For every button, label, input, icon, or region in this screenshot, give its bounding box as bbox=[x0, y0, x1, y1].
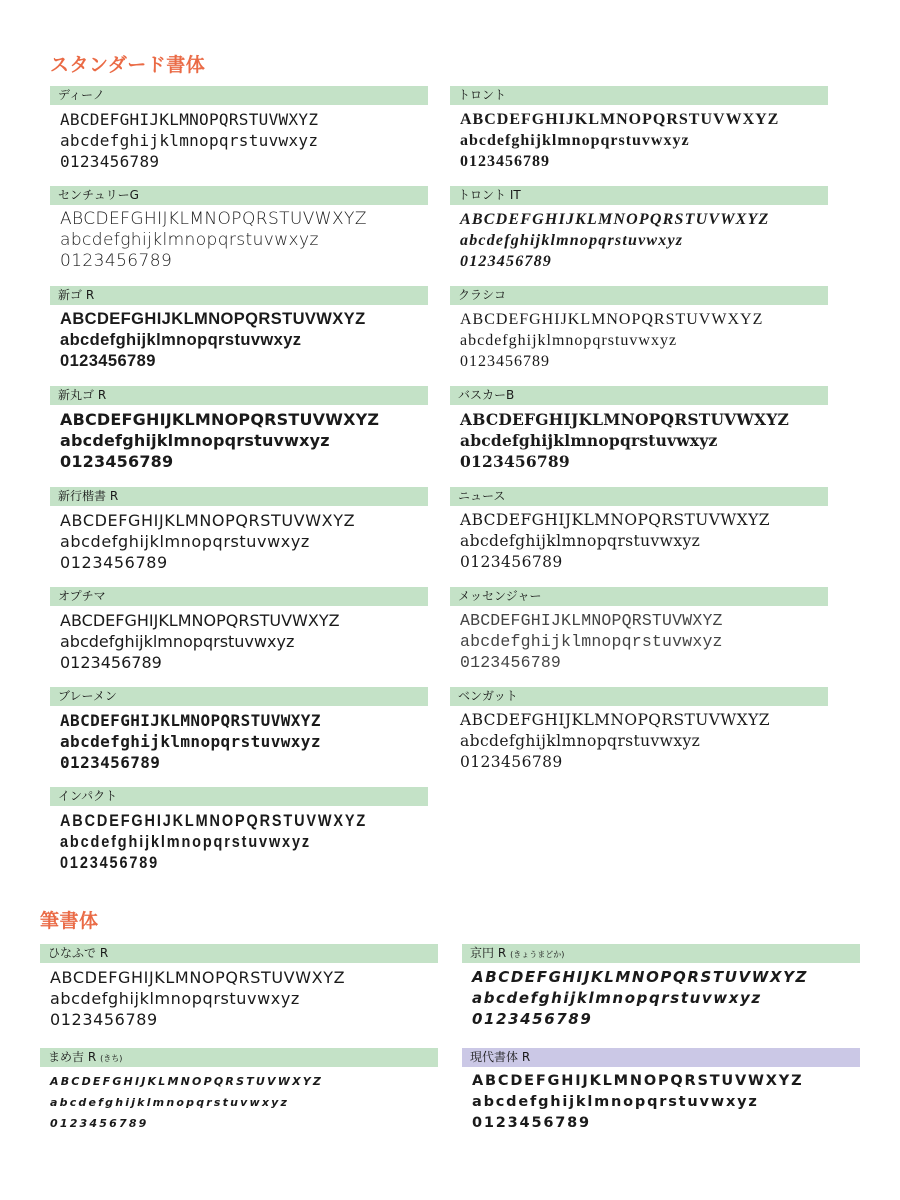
font-label: ベンガット bbox=[450, 687, 828, 706]
font-card-toronto bbox=[450, 86, 828, 172]
sample-lower: abcdefghijklmnopqrstuvwxyz bbox=[60, 832, 311, 851]
font-samples bbox=[450, 506, 828, 573]
sample-upper: ABCDEFGHIJKLMNOPQRSTUVWXYZ bbox=[472, 1073, 804, 1089]
font-label: ディーノ bbox=[50, 86, 428, 105]
font-card-gendai-shotai bbox=[462, 1048, 860, 1134]
font-label: インパクト bbox=[50, 787, 428, 806]
font-name: 現代書体 R bbox=[470, 1050, 531, 1064]
font-label: クラシコ bbox=[450, 286, 828, 305]
font-card-mamekichi bbox=[40, 1048, 438, 1134]
font-card-baskerville-b bbox=[450, 386, 828, 472]
font-samples bbox=[50, 806, 428, 873]
font-samples bbox=[50, 405, 428, 472]
font-label: トロント bbox=[450, 86, 828, 105]
sample-lower: abcdefghijklmnopqrstuvwxyz bbox=[60, 632, 295, 651]
font-samples bbox=[462, 1067, 860, 1134]
font-card-shingo bbox=[50, 286, 428, 372]
font-samples bbox=[450, 706, 828, 773]
sample-digits: 0123456789 bbox=[472, 1010, 593, 1028]
sample-lower: abcdefghijklmnopqrstuvwxyz bbox=[460, 132, 690, 149]
sample-digits: 0123456789 bbox=[460, 253, 552, 270]
sample-digits: 0123456789 bbox=[460, 452, 570, 471]
font-label: 新丸ゴ R bbox=[50, 386, 428, 405]
font-reading: (きち) bbox=[100, 1054, 123, 1063]
font-samples bbox=[450, 405, 828, 472]
font-samples bbox=[40, 1067, 438, 1134]
sample-lower: abcdefghijklmnopqrstuvwxyz bbox=[50, 989, 300, 1008]
font-label: ブレーメン bbox=[50, 687, 428, 706]
sample-digits: 0123456789 bbox=[460, 553, 563, 571]
font-label: ニュース bbox=[450, 487, 828, 506]
sample-upper: ABCDEFGHIJKLMNOPQRSTUVWXYZ bbox=[60, 711, 321, 730]
font-label: トロント IT bbox=[450, 186, 828, 205]
font-card-optima bbox=[50, 587, 428, 673]
sample-lower: abcdefghijklmnopqrstuvwxyz bbox=[60, 230, 319, 250]
font-name: まめ吉 R bbox=[48, 1050, 97, 1064]
font-samples bbox=[450, 205, 828, 272]
font-label: 新ゴ R bbox=[50, 286, 428, 305]
sample-lower: abcdefghijklmnopqrstuvwxyz bbox=[60, 331, 302, 349]
sample-digits: 0123456789 bbox=[60, 853, 160, 872]
sample-digits: 0123456789 bbox=[60, 753, 161, 772]
font-label bbox=[462, 944, 860, 963]
sample-lower: abcdefghijklmnopqrstuvwxyz bbox=[460, 732, 701, 750]
font-card-dino bbox=[50, 86, 428, 172]
sample-digits: 0123456789 bbox=[460, 653, 562, 672]
font-label: メッセンジャー bbox=[450, 587, 828, 606]
sample-upper: ABCDEFGHIJKLMNOPQRSTUVWXYZ bbox=[60, 511, 356, 530]
font-label bbox=[40, 1048, 438, 1067]
sample-lower: abcdefghijklmnopqrstuvwxyz bbox=[460, 431, 718, 450]
sample-upper: ABCDEFGHIJKLMNOPQRSTUVWXYZ bbox=[460, 410, 789, 429]
sample-upper: ABCDEFGHIJKLMNOPQRSTUVWXYZ bbox=[60, 310, 366, 328]
sample-lower: abcdefghijklmnopqrstuvwxyz bbox=[50, 1096, 290, 1109]
font-card-shingyo-kaisho bbox=[50, 487, 428, 573]
sample-digits: 0123456789 bbox=[60, 653, 162, 672]
sample-digits: 0123456789 bbox=[460, 153, 550, 170]
sample-upper: ABCDEFGHIJKLMNOPQRSTUVWXYZ bbox=[460, 611, 723, 630]
sample-digits: 0123456789 bbox=[50, 1010, 158, 1029]
sample-upper: ABCDEFGHIJKLMNOPQRSTUVWXYZ bbox=[60, 410, 380, 429]
font-samples bbox=[50, 305, 428, 372]
sample-upper: ABCDEFGHIJKLMNOPQRSTUVWXYZ bbox=[460, 711, 770, 729]
font-name: ひなふで R bbox=[48, 946, 109, 960]
font-label bbox=[462, 1048, 860, 1067]
font-card-shinmaru-go bbox=[50, 386, 428, 472]
font-samples bbox=[450, 105, 828, 172]
sample-digits: 0123456789 bbox=[472, 1115, 591, 1131]
font-card-century-g bbox=[50, 186, 428, 272]
font-label bbox=[40, 944, 438, 963]
sample-digits: 0123456789 bbox=[60, 553, 168, 572]
sample-upper: ABCDEFGHIJKLMNOPQRSTUVWXYZ bbox=[460, 311, 764, 328]
font-label: オプチマ bbox=[50, 587, 428, 606]
font-samples bbox=[40, 963, 438, 1030]
sample-digits: 0123456789 bbox=[60, 152, 160, 171]
sample-lower: abcdefghijklmnopqrstuvwxyz bbox=[460, 232, 684, 249]
font-samples bbox=[50, 606, 428, 673]
sample-lower: abcdefghijklmnopqrstuvwxyz bbox=[472, 989, 762, 1007]
sample-lower: abcdefghijklmnopqrstuvwxyz bbox=[460, 332, 678, 349]
sample-upper: ABCDEFGHIJKLMNOPQRSTUVWXYZ bbox=[460, 211, 770, 228]
sample-lower: abcdefghijklmnopqrstuvwxyz bbox=[472, 1094, 759, 1110]
sample-digits: 0123456789 bbox=[460, 753, 563, 771]
font-card-toronto-it bbox=[450, 186, 828, 272]
sample-upper: ABCDEFGHIJKLMNOPQRSTUVWXYZ bbox=[50, 1075, 324, 1088]
sample-lower: abcdefghijklmnopqrstuvwxyz bbox=[460, 632, 723, 651]
sample-lower: abcdefghijklmnopqrstuvwxyz bbox=[60, 732, 321, 751]
font-card-classico bbox=[450, 286, 828, 372]
section-title-standard: スタンダード書体 bbox=[50, 54, 206, 76]
sample-upper: ABCDEFGHIJKLMNOPQRSTUVWXYZ bbox=[460, 111, 780, 128]
sample-digits: 0123456789 bbox=[50, 1117, 149, 1130]
font-card-bengat bbox=[450, 687, 828, 773]
font-label: バスカーB bbox=[450, 386, 828, 405]
font-samples bbox=[50, 105, 428, 172]
sample-digits: 0123456789 bbox=[60, 452, 174, 471]
font-label: センチュリーG bbox=[50, 186, 428, 205]
font-card-bremen bbox=[50, 687, 428, 773]
font-name: 京円 R bbox=[470, 946, 507, 960]
font-card-impact bbox=[50, 787, 428, 873]
sample-lower: abcdefghijklmnopqrstuvwxyz bbox=[460, 532, 701, 550]
font-samples bbox=[450, 305, 828, 372]
sample-digits: 0123456789 bbox=[60, 251, 173, 271]
sample-upper: ABCDEFGHIJKLMNOPQRSTUVWXYZ bbox=[472, 968, 809, 986]
font-samples bbox=[450, 606, 828, 673]
sample-upper: ABCDEFGHIJKLMNOPQRSTUVWXYZ bbox=[50, 968, 346, 987]
sample-upper: ABCDEFGHIJKLMNOPQRSTUVWXYZ bbox=[60, 110, 319, 129]
sample-digits: 0123456789 bbox=[460, 353, 550, 370]
font-card-hinafude bbox=[40, 944, 438, 1030]
font-label: 新行楷書 R bbox=[50, 487, 428, 506]
font-samples bbox=[50, 506, 428, 573]
font-card-messenger bbox=[450, 587, 828, 673]
font-samples bbox=[50, 205, 428, 272]
font-card-kyoen bbox=[462, 944, 860, 1030]
sample-upper: ABCDEFGHIJKLMNOPQRSTUVWXYZ bbox=[60, 811, 368, 830]
sample-upper: ABCDEFGHIJKLMNOPQRSTUVWXYZ bbox=[460, 511, 770, 529]
sample-upper: ABCDEFGHIJKLMNOPQRSTUVWXYZ bbox=[60, 209, 367, 229]
sample-lower: abcdefghijklmnopqrstuvwxyz bbox=[60, 532, 310, 551]
font-samples bbox=[50, 706, 428, 773]
font-samples bbox=[462, 963, 860, 1030]
sample-lower: abcdefghijklmnopqrstuvwxyz bbox=[60, 431, 330, 450]
font-reading: (きょうまどか) bbox=[510, 950, 565, 959]
section-title-brush: 筆書体 bbox=[40, 910, 99, 932]
font-card-news bbox=[450, 487, 828, 573]
sample-digits: 0123456789 bbox=[60, 352, 156, 370]
sample-lower: abcdefghijklmnopqrstuvwxyz bbox=[60, 131, 319, 150]
sample-upper: ABCDEFGHIJKLMNOPQRSTUVWXYZ bbox=[60, 611, 340, 630]
